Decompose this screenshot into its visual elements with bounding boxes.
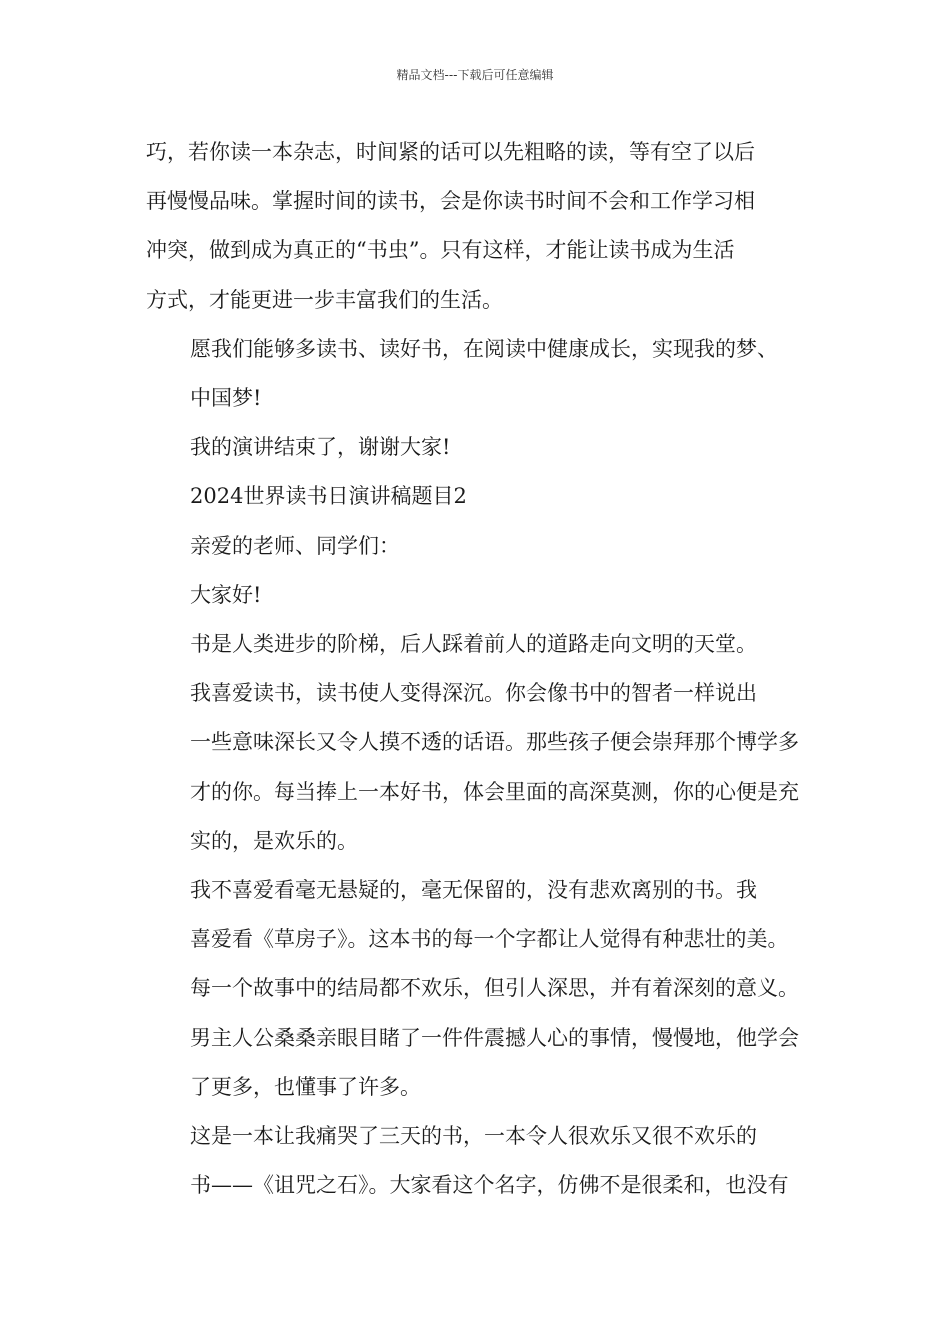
text-line: 愿我们能够多读书、读好书，在阅读中健康成长，实现我的梦、 (190, 336, 778, 361)
paragraph (146, 128, 836, 325)
text-line: 大家好! (190, 582, 262, 607)
text-line: 了更多，也懂事了许多。 (190, 1074, 421, 1099)
paragraph (146, 866, 836, 1112)
text-line: 我不喜爱看毫无悬疑的，毫无保留的，没有悲欢离别的书。我 (190, 878, 757, 903)
text-line: 我的演讲结束了，谢谢大家! (190, 435, 451, 460)
text-line: 巧，若你读一本杂志，时间紧的话可以先粗略的读，等有空了以后 (146, 140, 755, 164)
paragraph (146, 522, 836, 571)
text-line: 书是人类进步的阶梯，后人踩着前人的道路走向文明的天堂。 (190, 632, 757, 657)
text-line: 这是一本让我痛哭了三天的书，一本令人很欢乐又很不欢乐的 (190, 1124, 757, 1149)
paragraph (146, 472, 836, 521)
text-line: 方式，才能更进一步丰富我们的生活。 (146, 287, 503, 312)
paragraph (146, 669, 836, 866)
text-line: 喜爱看《草房子》。这本书的每一个字都让人觉得有种悲壮的美。 (190, 927, 789, 952)
text-line: 男主人公桑桑亲眼目睹了一件件震撼人心的事情，慢慢地，他学会 (190, 1025, 799, 1050)
paragraph (146, 571, 836, 620)
text-line: 才的你。每当捧上一本好书，体会里面的高深莫测，你的心便是充 (190, 779, 799, 804)
text-line: 冲突，做到成为真正的“书虫”。只有这样，才能让读书成为生活 (146, 238, 735, 263)
document-body (146, 128, 836, 1210)
text-line: 一些意味深长又令人摸不透的话语。那些孩子便会崇拜那个博学多 (190, 730, 799, 755)
text-line: 每一个故事中的结局都不欢乐，但引人深思，并有着深刻的意义。 (190, 976, 799, 1001)
text-line: 再慢慢品味。掌握时间的读书，会是你读书时间不会和工作学习相 (146, 189, 755, 214)
paragraph (146, 620, 836, 669)
page-header: 精品文档---下载后可任意编辑 (396, 68, 554, 82)
paragraph (146, 1112, 836, 1210)
text-line: 实的，是欢乐的。 (190, 828, 358, 853)
text-line: 我喜爱读书，读书使人变得深沉。你会像书中的智者一样说出 (190, 681, 757, 706)
paragraph (146, 423, 836, 472)
text-line: 亲爱的老师、同学们： (190, 533, 400, 558)
paragraph (146, 325, 836, 423)
text-line: 书——《诅咒之石》。大家看这个名字，仿佛不是很柔和，也没有 (190, 1173, 789, 1198)
text-line: 中国梦! (190, 386, 262, 411)
text-line: 2024世界读书日演讲稿题目2 (190, 484, 467, 509)
